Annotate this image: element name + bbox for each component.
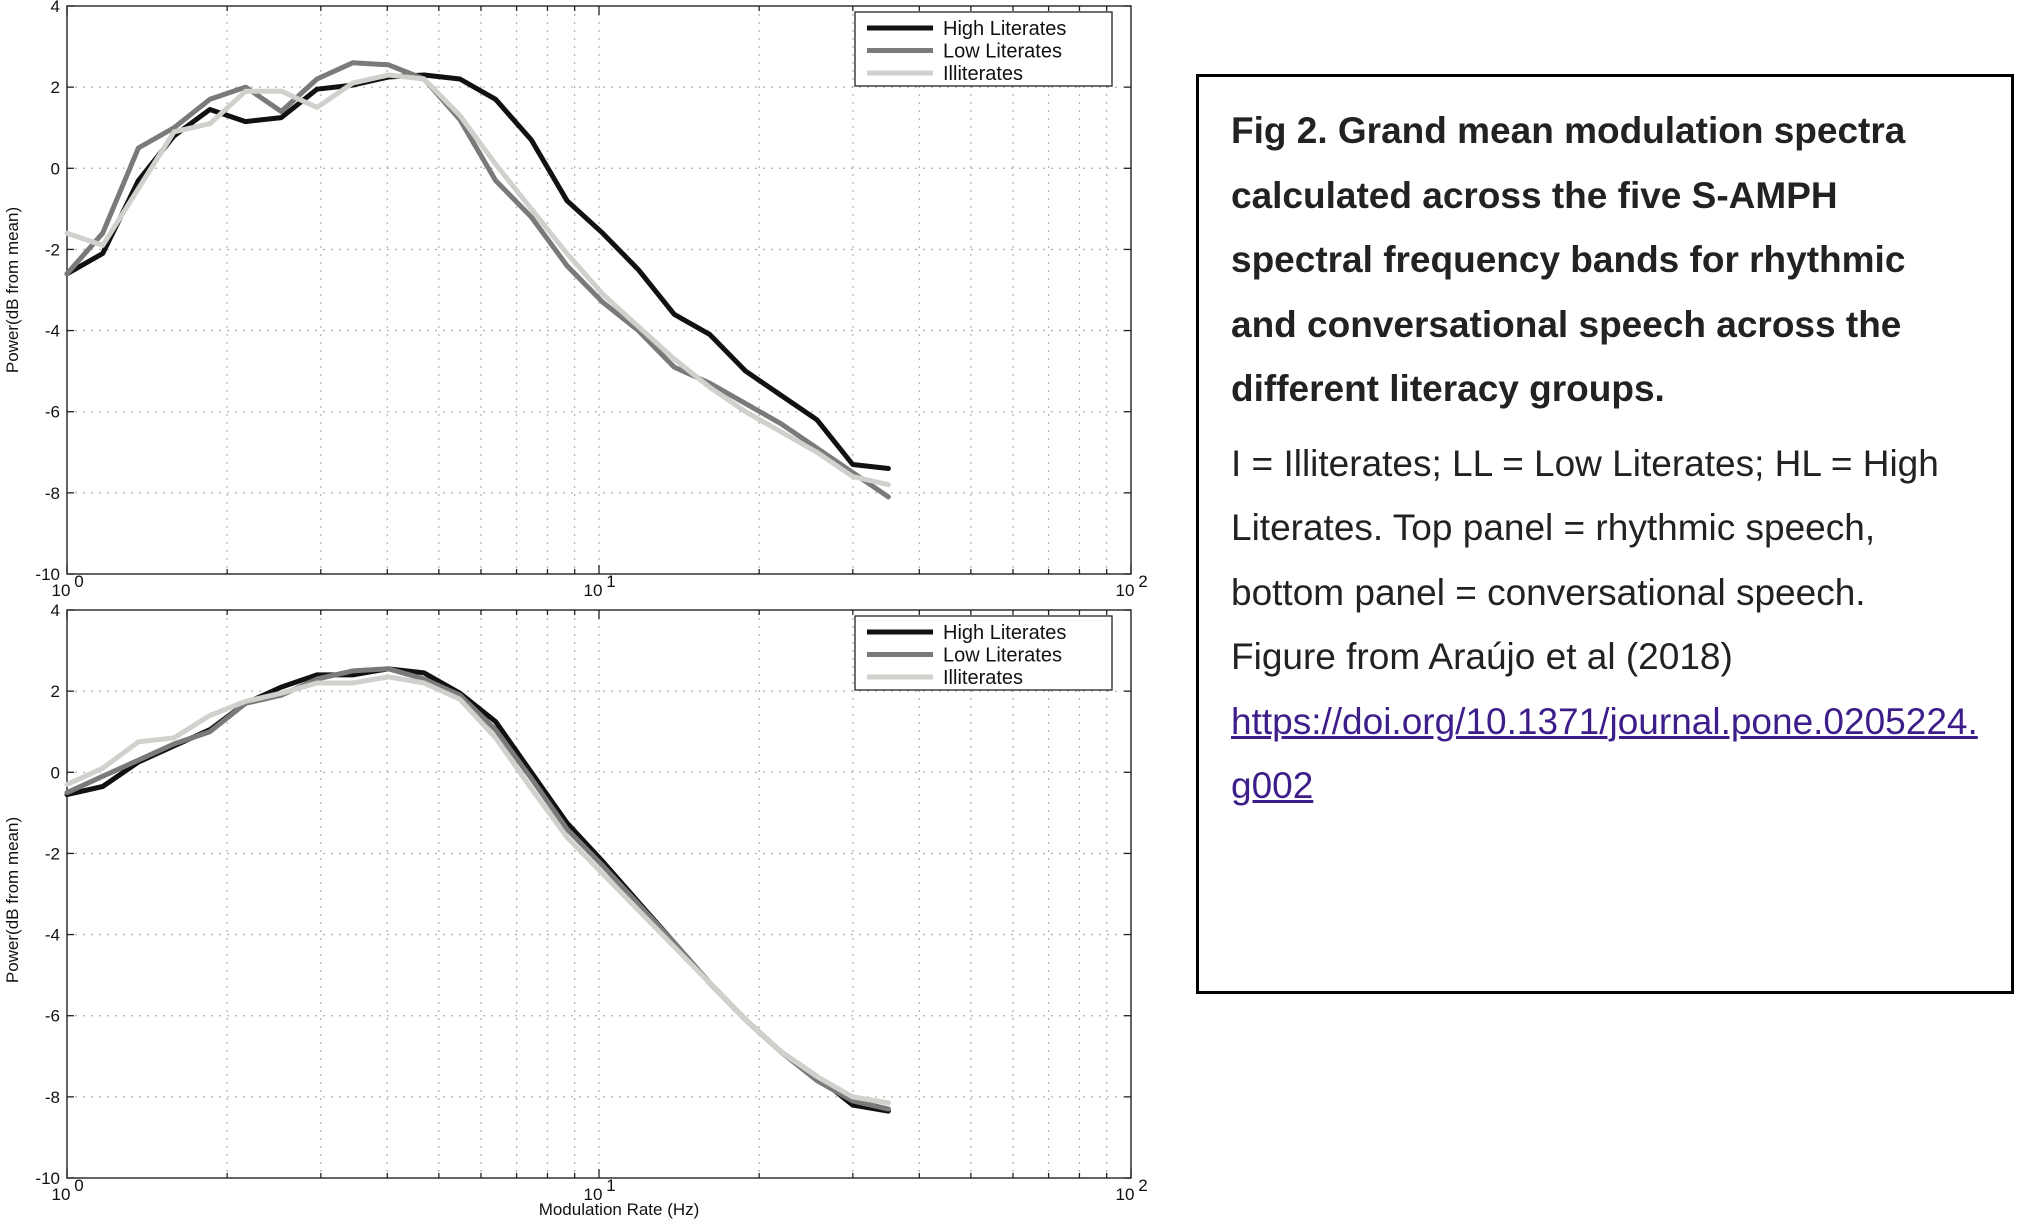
legend (855, 12, 1112, 86)
legend-label: High Literates (943, 18, 1067, 40)
y-tick-label: -4 (44, 925, 60, 945)
series-line-illiterates (67, 75, 888, 485)
caption-title: Fig 2. Grand mean modulation spectra calculated across the five S-AMPH spectral frequency bands for rhythmic and conversational speech across the different literacy groups. (1231, 110, 1906, 409)
caption-source: Figure from Araújo et al (2018) (1231, 636, 1733, 677)
x-tick-label: 10 (1115, 581, 1135, 600)
x-tick-exponent: 2 (1138, 1176, 1148, 1195)
y-tick-label: -2 (44, 844, 60, 864)
y-axis-label: Power(dB from mean) (3, 206, 22, 374)
x-tick-exponent: 2 (1138, 572, 1148, 591)
y-tick-label: 4 (50, 0, 60, 16)
y-tick-label: 0 (50, 763, 60, 783)
x-axis-label: Modulation Rate (Hz) (538, 1200, 700, 1219)
y-tick-label: -10 (35, 565, 60, 584)
y-axis-label: Power(dB from mean) (3, 816, 22, 984)
y-tick-label: -8 (44, 1087, 60, 1107)
legend-label: Low Literates (943, 644, 1062, 667)
series-line-high-literates (67, 75, 888, 469)
x-tick-label: 10 (1115, 1185, 1135, 1204)
y-tick-label: -6 (44, 402, 60, 422)
y-tick-label: 2 (50, 682, 60, 702)
grid (67, 610, 1131, 1178)
legend-label: Illiterates (943, 667, 1024, 689)
ticks (35, 0, 1147, 600)
y-tick-label: -4 (44, 321, 60, 341)
top-panel-chart (0, 0, 1160, 600)
y-tick-label: 4 (50, 601, 60, 620)
x-tick-exponent: 0 (74, 572, 84, 591)
y-tick-label: -8 (44, 483, 60, 503)
x-tick-label: 10 (51, 1185, 71, 1204)
x-tick-label: 10 (51, 581, 71, 600)
legend (855, 616, 1112, 690)
y-tick-label: 0 (50, 159, 60, 179)
y-tick-label: 2 (50, 78, 60, 98)
axes-frame (67, 610, 1131, 1178)
x-tick-exponent: 1 (606, 572, 616, 591)
legend-label: Illiterates (943, 63, 1024, 85)
y-tick-label: -2 (44, 240, 60, 260)
series-line-low-literates (67, 669, 888, 1109)
legend-label: High Literates (943, 622, 1067, 644)
x-tick-label: 10 (583, 581, 603, 600)
bottom-panel-chart (0, 600, 1160, 1219)
series-line-high-literates (67, 669, 888, 1111)
legend-label: Low Literates (943, 40, 1062, 63)
x-tick-exponent: 0 (74, 1176, 84, 1195)
x-tick-label: 10 (583, 1185, 603, 1204)
x-tick-exponent: 1 (606, 1176, 616, 1195)
caption-box (1196, 74, 2014, 994)
y-tick-label: -10 (35, 1169, 60, 1188)
doi-link[interactable]: https://doi.org/10.1371/journal.pone.0205224.g002 (1231, 700, 1978, 806)
y-tick-label: -6 (44, 1006, 60, 1026)
caption-abbreviations: I = Illiterates; LL = Low Literates; HL = High Literates. Top panel = rhythmic speech, bottom panel = conversational speech. (1231, 442, 1939, 613)
